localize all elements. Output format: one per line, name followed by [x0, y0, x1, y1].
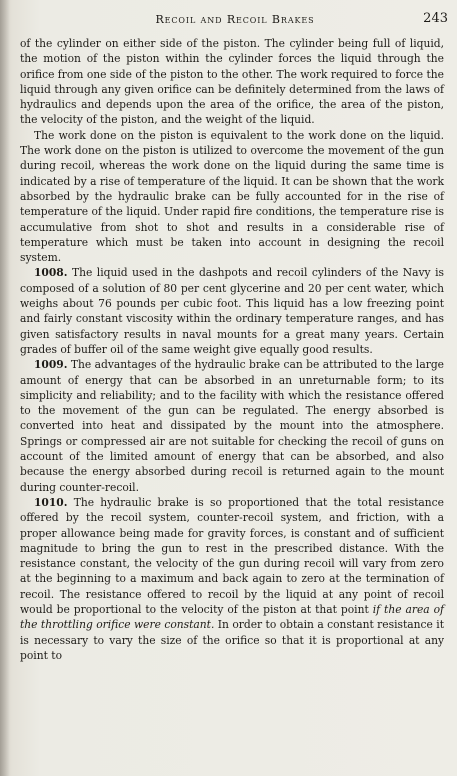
- binding-shadow: [0, 0, 10, 776]
- paragraph-text: The work done on the piston is equivalent to the work done on the liquid. The work done on the piston is utilized to overcome the movement of the gun during recoil, whereas the work done on the liquid during the same time is indicated by a rise of temperature of the liquid. It can be shown that the work absorbed by the hydraulic brake can be fully accounted for in the rise of temperature of the liquid. Under rapid fire conditions, the temperature rise is accumulative from shot to shot and results in a considerable rise of temperature which must be taken into account in designing the recoil system.: [20, 128, 444, 265]
- paragraph-1008: [20, 265, 444, 357]
- page-number: 243: [423, 11, 448, 26]
- running-title: Recoil and Recoil Brakes: [155, 13, 315, 26]
- section-number: 1008.: [34, 266, 68, 280]
- paragraph-work-done: [20, 128, 444, 266]
- paragraph-1010: [20, 495, 444, 663]
- section-number: 1009.: [34, 358, 68, 372]
- paragraph-text-end: In order to obtain a constant resistance it is necessary to vary the size of the orifice so that it is proportional at any point to: [20, 618, 444, 662]
- paragraph-continuation: [20, 36, 444, 128]
- body-text: [20, 36, 444, 663]
- italic-phrase: if the area of the throttling orifice were constant.: [20, 602, 444, 632]
- paragraph-text: The advantages of the hydraulic brake can be attributed to the large amount of energy that can be absorbed in an unreturnable form; to its simplicity and reliability; and to the facility with which the resistance offered to the movement of the gun can be regulated. The energy absorbed is converted into heat and dissipated by the mount into the atmosphere. Springs or compressed air are not suitable for checking the recoil of guns on account of the limited amount of energy that can be absorbed, and also because the energy absorbed during recoil is returned again to the mount during counter-recoil.: [20, 358, 444, 494]
- paragraph-text: The hydraulic brake is so proportioned that the total resistance offered by the recoil system, counter-recoil system, and friction, with a proper allowance being made for gravity forces, is constant and of sufficient magnitude to bring the gun to rest in the prescribed distance. With the resistance constant, the velocity of the gun during recoil will vary from zero at the beginning to a maximum and back again to zero at the termination of recoil. The resistance offered to recoil by the liquid at any point of recoil would be proportional to the velocity of the piston at that point: [20, 495, 444, 616]
- running-head: [20, 11, 450, 31]
- paragraph-text: of the cylinder on either side of the piston. The cylinder being full of liquid, the motion of the piston within the cylinder forces the liquid through the orifice from one side of the piston to the other. The work required to force the liquid through any given orifice can be definitely determined from the laws of hydraulics and depends upon the area of the orifice, the area of the piston, the velocity of the piston, and the weight of the liquid.: [20, 37, 444, 127]
- paragraph-text: The liquid used in the dashpots and recoil cylinders of the Navy is composed of a solution of 80 per cent glycerine and 20 per cent water, which weighs about 76 pounds per cubic foot. This liquid has a low freezing point and fairly constant viscosity within the ordinary temperature ranges, and has given satisfactory results in naval mounts for a great many years. Certain grades of buffer oil of the same weight give equally good results.: [20, 266, 444, 356]
- paragraph-1009: [20, 357, 444, 495]
- section-number: 1010.: [34, 495, 68, 509]
